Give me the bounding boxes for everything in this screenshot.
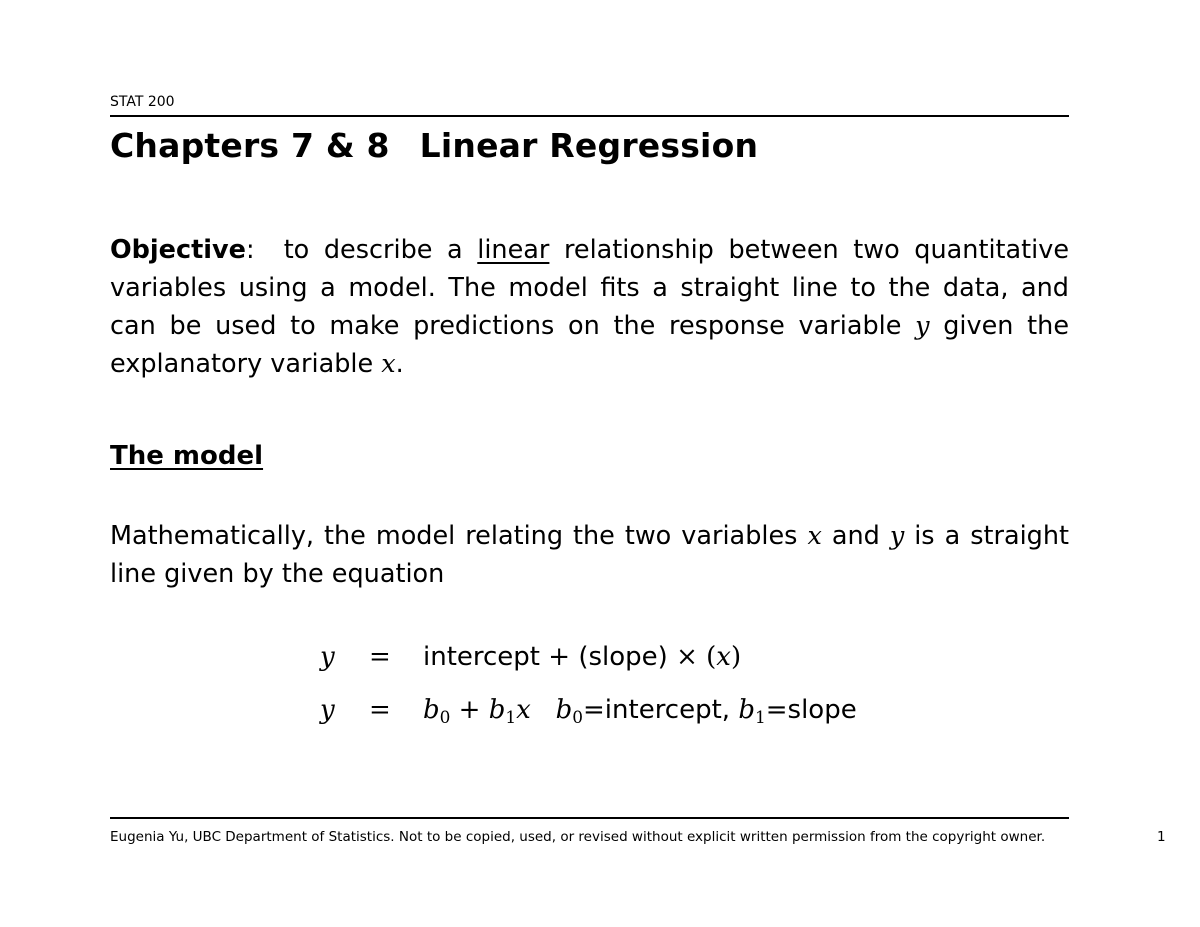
header-rule — [110, 115, 1069, 117]
linear-term: linear — [477, 235, 550, 265]
footer-rule — [110, 817, 1069, 819]
objective-line-2: variables using a model. The model fits a straight line to the data, and — [110, 273, 1069, 303]
objective-line-1: Objective: to describe a linear relationship between two quantitative — [110, 235, 1070, 265]
page-title — [110, 126, 758, 165]
model-line-2: line given by the equation — [110, 559, 445, 589]
page-number: 1 — [1157, 829, 1166, 845]
var-x: x — [381, 349, 396, 379]
footer-copyright: Eugenia Yu, UBC Department of Statistics. Not to be copied, used, or revised without explicit written permission from the copyright owner. — [110, 829, 1046, 845]
objective-line-4: explanatory variable x. — [110, 349, 404, 379]
equation-row-2: y = $b_0 + b_1x$ $b_0=intercept$, $b_1=slope$ — [320, 695, 857, 728]
var-y: y — [915, 311, 930, 341]
model-line-1: Mathematically, the model relating the two variables x and y is a straight — [110, 521, 1070, 551]
objective-label: Objective — [110, 235, 246, 265]
objective-line-3: can be used to make predictions on the response variable y given the — [110, 311, 1070, 341]
course-code: STAT 200 — [110, 94, 175, 110]
equation-row-1: y = intercept + (slope) × (x) — [320, 642, 742, 672]
objective-paragraph — [110, 231, 1069, 383]
section-heading: The model — [110, 441, 264, 471]
model-paragraph — [110, 517, 1069, 593]
title-topic: Linear Regression — [419, 126, 759, 165]
title-chapters: Chapters 7 & 8 — [110, 126, 390, 165]
